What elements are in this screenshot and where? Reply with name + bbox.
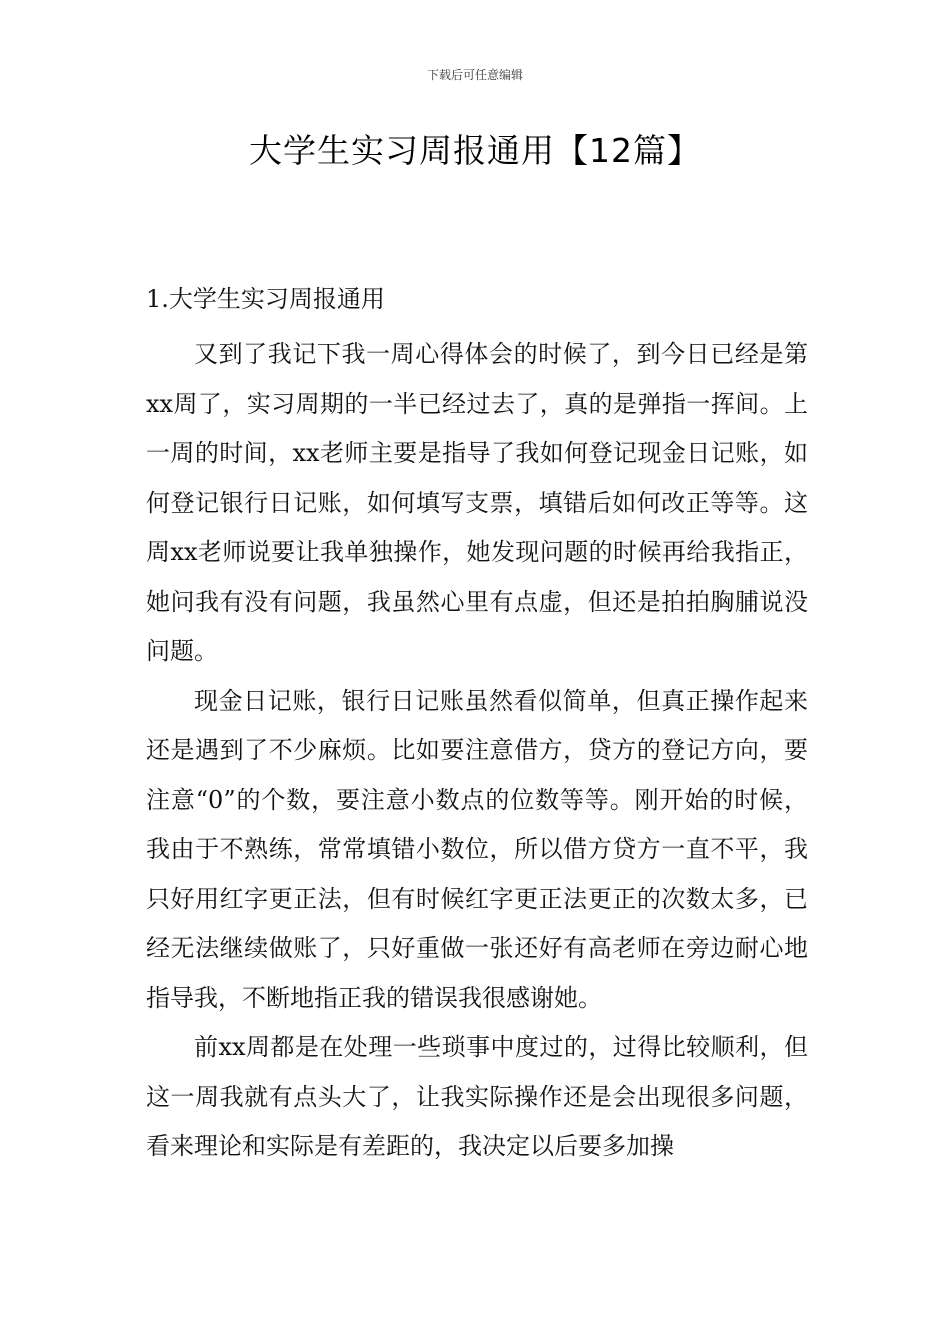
paragraph-3: 前xx周都是在处理一些琐事中度过的，过得比较顺利，但这一周我就有点头大了，让我实际操作还是会出现很多问题，看来理论和实际是有差距的，我决定以后要多加操: [146, 1033, 808, 1160]
paragraph-2: 现金日记账，银行日记账虽然看似简单，但真正操作起来还是遇到了不少麻烦。比如要注意借方，贷方的登记方向，要注意“0”的个数，要注意小数点的位数等等。刚开始的时候，我由于不熟练，常常填错小数位，所以借方贷方一直不平，我只好用红字更正法，但有时候红字更正法更正的次数太多，已经无法继续做账了，只好重做一张还好有高老师在旁边耐心地指导我，不断地指正我的错误我很感谢她。: [146, 686, 808, 1012]
header-note: 下载后可任意编辑: [426, 68, 523, 82]
paragraph-1: 又到了我记下我一周心得体会的时候了，到今日已经是第xx周了，实习周期的一半已经过去了，真的是弹指一挥间。上一周的时间，xx老师主要是指导了我如何登记现金日记账，如何登记银行日记账，如何填写支票，填错后如何改正等等。这周xx老师说要让我单独操作，她发现问题的时候再给我指正，她问我有没有问题，我虽然心里有点虚，但还是拍拍胸脯说没问题。: [146, 340, 808, 665]
section-heading: 1.大学生实习周报通用: [146, 285, 385, 313]
document-title: 大学生实习周报通用【12篇】: [249, 131, 701, 170]
document-body: [146, 280, 808, 1172]
